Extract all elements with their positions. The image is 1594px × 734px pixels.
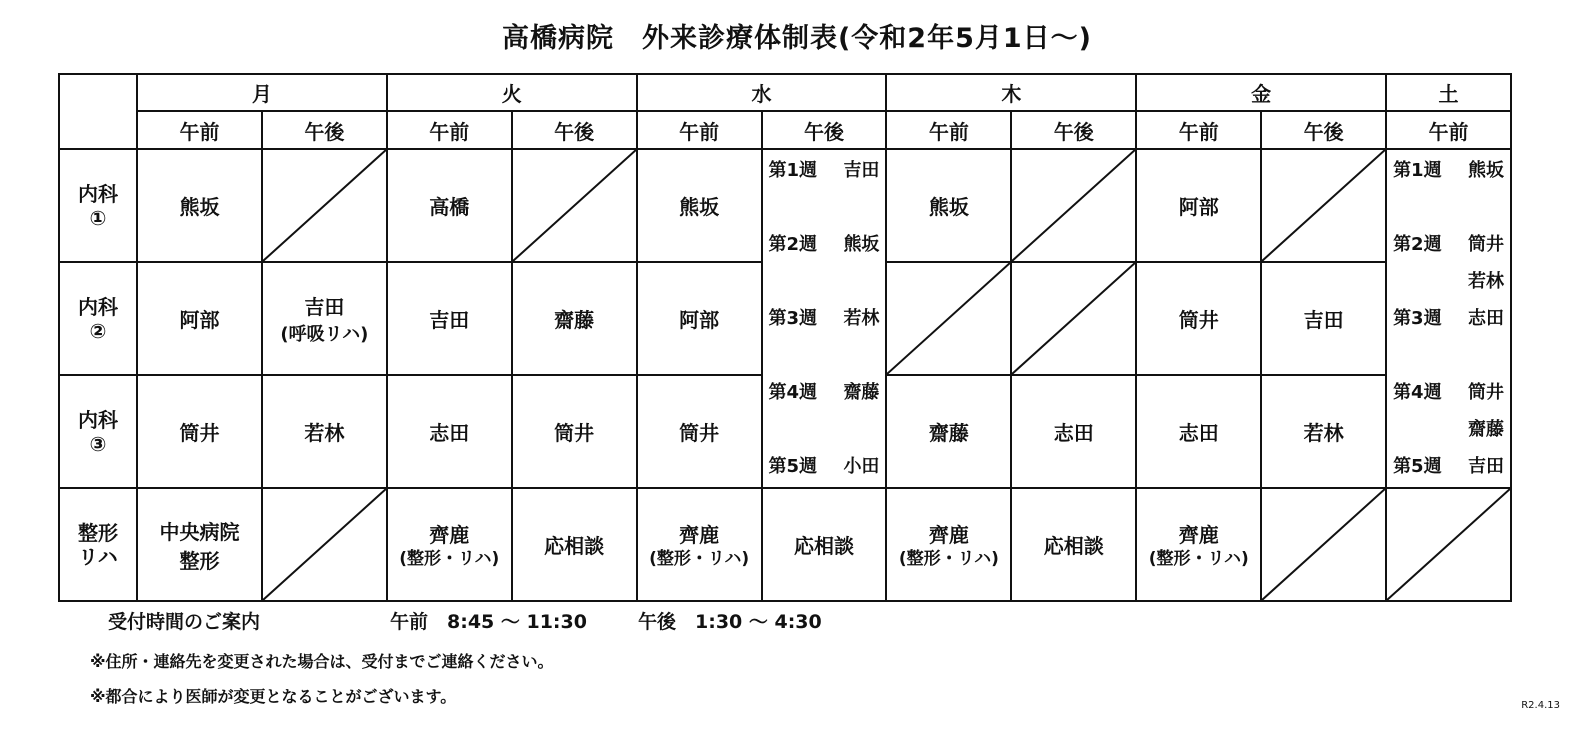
doctor-note: (整形・リハ)	[898, 549, 999, 569]
am-header: 午前	[387, 111, 512, 149]
closed-cell	[886, 262, 1011, 375]
doctor-note: (整形・リハ)	[399, 549, 500, 569]
cell-doctor: 阿部	[637, 262, 762, 375]
closed-cell	[1011, 149, 1136, 262]
row-header	[59, 488, 137, 601]
cell-doctor: 阿部	[137, 262, 262, 375]
diagonal-slash-icon	[1262, 489, 1385, 600]
doctor-name: 齊鹿	[928, 523, 969, 547]
note-doctor-change: ※都合により医師が変更となることがございます。	[90, 687, 457, 706]
cell-doctor: 応相談	[512, 488, 637, 601]
am-header: 午前	[1386, 111, 1511, 149]
rotation-entry: 第1週 熊坂	[1393, 159, 1504, 181]
row-header-line1: 内科	[78, 181, 118, 206]
cell-doctor: 熊坂	[137, 149, 262, 262]
rotation-entry: 第5週 小田	[768, 455, 880, 477]
cell-doctor: 志田	[1011, 375, 1136, 488]
doctor-name: 吉田	[304, 295, 345, 319]
pm-header: 午後	[262, 111, 387, 149]
doctor-name: 齊鹿	[429, 523, 470, 547]
closed-cell	[1261, 488, 1386, 601]
cell-doctor	[1136, 488, 1261, 601]
cell-doctor: 吉田	[387, 262, 512, 375]
diagonal-slash-icon	[1262, 150, 1385, 261]
am-header: 午前	[637, 111, 762, 149]
day-header: 火	[387, 74, 637, 111]
cell-doctor: 志田	[387, 375, 512, 488]
pm-hours: 午後 1:30 ～ 4:30	[638, 611, 822, 633]
pm-header: 午後	[762, 111, 887, 149]
row-header-line2: ①	[89, 205, 107, 230]
diagonal-slash-icon	[1012, 150, 1135, 261]
sat-am-rotation	[1386, 149, 1511, 488]
doctor-note: (整形・リハ)	[649, 549, 750, 569]
diagonal-slash-icon	[263, 150, 386, 261]
cell-doctor	[637, 488, 762, 601]
doctor-name: 齊鹿	[1178, 523, 1219, 547]
note-address-change: ※住所・連絡先を変更された場合は、受付までご連絡ください。	[90, 652, 554, 671]
revision-code: R2.4.13	[1521, 700, 1560, 711]
diagonal-slash-icon	[1387, 489, 1510, 600]
cell-doctor: 吉田	[1261, 262, 1386, 375]
rotation-entry: 第2週 熊坂	[768, 233, 880, 255]
doctor-name: 齊鹿	[679, 523, 720, 547]
rotation-entry: 第3週 志田	[1393, 307, 1504, 329]
row-header	[59, 262, 137, 375]
page-title: 高橋病院 外来診療体制表(令和2年5月1日～)	[501, 23, 1093, 54]
rotation-entry: 第4週 齋藤	[768, 381, 880, 403]
day-header: 水	[637, 74, 887, 111]
doctor-note: (整形・リハ)	[1148, 549, 1249, 569]
pm-header: 午後	[1261, 111, 1386, 149]
closed-cell	[1386, 488, 1511, 601]
cell-doctor: 齋藤	[512, 262, 637, 375]
day-header: 月	[137, 74, 387, 111]
rotation-entry: 第5週 吉田	[1393, 455, 1504, 477]
am-header: 午前	[1136, 111, 1261, 149]
doctor-note: (呼吸リハ)	[280, 324, 369, 345]
closed-cell	[512, 149, 637, 262]
day-header: 木	[886, 74, 1136, 111]
am-header: 午前	[886, 111, 1011, 149]
cell-doctor	[387, 488, 512, 601]
rotation-entry: 第2週 筒井	[1393, 233, 1504, 255]
row-header-line1: 内科	[78, 407, 118, 432]
diagonal-slash-icon	[1012, 263, 1135, 374]
cell-doctor: 齋藤	[886, 375, 1011, 488]
wed-pm-rotation	[762, 149, 887, 488]
row-header-line1: 内科	[78, 294, 118, 319]
cell-doctor: 筒井	[637, 375, 762, 488]
pm-header: 午後	[1011, 111, 1136, 149]
cell-doctor: 熊坂	[637, 149, 762, 262]
closed-cell	[1261, 149, 1386, 262]
row-header	[59, 149, 137, 262]
rotation-entry: 第3週 若林	[768, 307, 880, 329]
closed-cell	[262, 149, 387, 262]
pm-header: 午後	[512, 111, 637, 149]
rotation-entry: 若林	[1468, 270, 1504, 292]
cell-doctor	[262, 262, 387, 375]
am-hours: 午前 8:45 ～ 11:30	[390, 611, 587, 633]
cell-doctor: 応相談	[762, 488, 887, 601]
cell-doctor: 高橋	[387, 149, 512, 262]
cell-doctor	[137, 488, 262, 601]
day-header: 金	[1136, 74, 1386, 111]
cell-doctor: 若林	[1261, 375, 1386, 488]
cell-doctor: 筒井	[512, 375, 637, 488]
diagonal-slash-icon	[263, 489, 386, 600]
cell-doctor: 熊坂	[886, 149, 1011, 262]
doctor-name: 整形	[179, 548, 220, 573]
cell-doctor: 応相談	[1011, 488, 1136, 601]
day-header: 土	[1386, 74, 1511, 111]
closed-cell	[262, 488, 387, 601]
diagonal-slash-icon	[887, 263, 1010, 374]
rotation-entry: 齋藤	[1468, 418, 1504, 440]
cell-doctor: 筒井	[137, 375, 262, 488]
row-header-line1: 整形	[78, 520, 118, 545]
cell-doctor: 志田	[1136, 375, 1261, 488]
row-header-line2: リハ	[78, 544, 118, 569]
diagonal-slash-icon	[513, 150, 636, 261]
corner-cell	[59, 74, 137, 149]
row-header-line2: ③	[89, 431, 107, 456]
rotation-entry: 第4週 筒井	[1393, 381, 1504, 403]
am-header: 午前	[137, 111, 262, 149]
cell-doctor: 筒井	[1136, 262, 1261, 375]
row-header	[59, 375, 137, 488]
cell-doctor: 若林	[262, 375, 387, 488]
reception-label: 受付時間のご案内	[108, 611, 261, 633]
schedule-table	[58, 73, 1512, 602]
row-header-line2: ②	[89, 318, 107, 343]
cell-doctor	[886, 488, 1011, 601]
cell-doctor: 阿部	[1136, 149, 1261, 262]
rotation-entry: 第1週 吉田	[768, 159, 880, 181]
doctor-name: 中央病院	[159, 519, 240, 544]
closed-cell	[1011, 262, 1136, 375]
